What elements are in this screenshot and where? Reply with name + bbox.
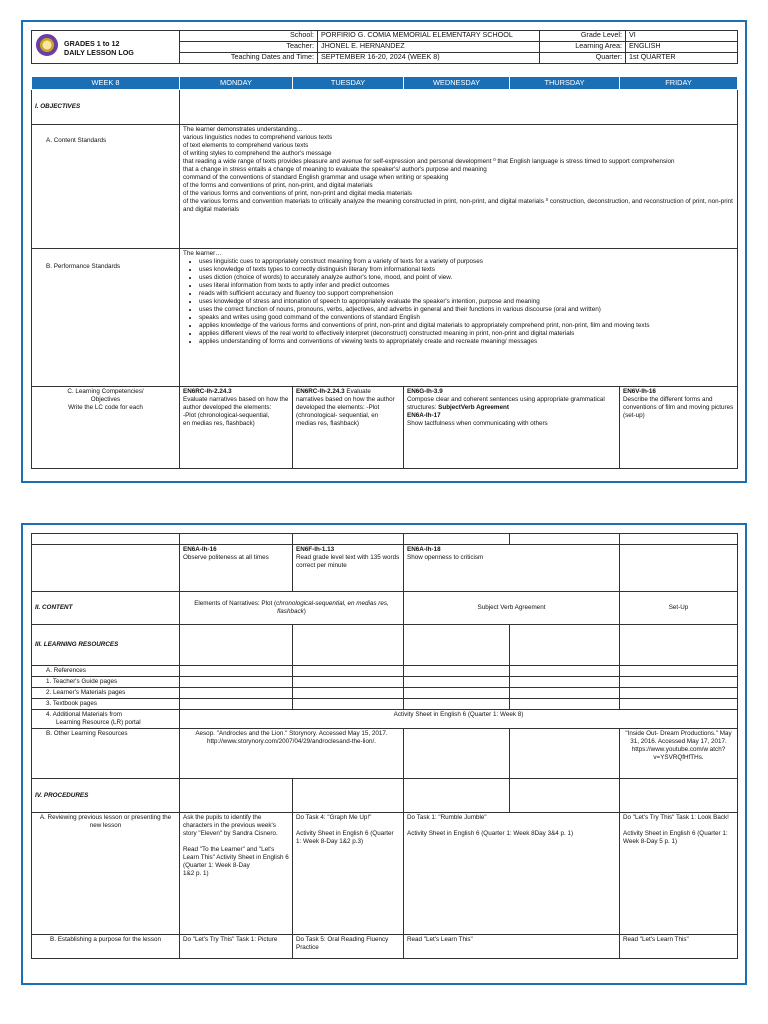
other-resources-friday: "Inside Out- Dream Productions." May 31, 2016. Accessed May 17, 2017. https://www.youtube.com/w atch?v=YSVRQfHfTHs. xyxy=(620,729,738,779)
references-label: A. References xyxy=(32,666,180,677)
col-thursday: THURSDAY xyxy=(510,77,620,90)
quarter-value: 1st QUARTER xyxy=(626,53,738,64)
performance-list xyxy=(183,258,734,346)
lc-monday: EN6RC-Ih-2.24.3 Evaluate narratives based on how the author developed the elements: -Plot (chronological-sequential, en medias res, flashback) xyxy=(180,387,293,469)
list-item: • uses knowledge of stress and intonation of speech to appropriately evaluate the speaker's intention, purpose and meaning xyxy=(199,298,734,306)
learners-materials-label: 2. Learner's Materials pages xyxy=(32,688,180,699)
content-standards-label: A. Content Standards xyxy=(32,125,180,249)
review-tuesday: Do Task 4: "Graph Me Up!" Activity Sheet in English 6 (Quarter 1: Week 8-Day 1&2 p.3) xyxy=(293,813,404,935)
deped-logo-cell xyxy=(32,31,180,64)
performance-standards-label: B. Performance Standards xyxy=(32,249,180,387)
purpose-label: B. Establishing a purpose for the lesson xyxy=(32,935,180,959)
lc-tuesday: EN6RC-Ih-2.24.3 Evaluate narratives based on how the author developed the elements: -Plot (chronological- sequential, en medias res, flashback) xyxy=(293,387,404,469)
review-lesson-label: A. Reviewing previous lesson or presenting the new lesson xyxy=(32,813,180,935)
grade-title-line2: DAILY LESSON LOG xyxy=(64,48,134,57)
school-label: School: xyxy=(180,31,318,42)
list-item: • uses diction (choice of words) to accurately analyze author's tone, mood, and point of view. xyxy=(199,274,734,282)
learning-competencies-label: C. Learning Competencies/ Objectives Write the LC code for each xyxy=(32,387,180,469)
learning-area-value: ENGLISH xyxy=(626,42,738,53)
quarter-label: Quarter: xyxy=(540,53,626,64)
resources-title: III. LEARNING RESOURCES xyxy=(32,625,180,666)
list-item: • uses linguistic cues to appropriately construct meaning from a variety of texts for a variety of purposes xyxy=(199,258,734,266)
procedures-title: IV. PROCEDURES xyxy=(32,779,180,813)
content-wednesday-thursday: Subject Verb Agreement xyxy=(404,592,620,625)
objectives-table xyxy=(31,76,738,469)
teacher-label: Teacher: xyxy=(180,42,318,53)
dates-label: Teaching Dates and Time: xyxy=(180,53,318,64)
deped-seal-icon xyxy=(36,34,58,56)
list-item: • applies knowledge of the various forms and conventions of print, non-print and digital materials to appropriately comprehend print, non-print, film and moving texts xyxy=(199,322,734,330)
purpose-friday: Read "Let's Learn This" xyxy=(620,935,738,959)
additional-materials-label: 4. Additional Materials from Learning Resource (LR) portal xyxy=(32,710,180,729)
content-standards-text: The learner demonstrates understanding... various linguistics nodes to comprehend various texts of text elements to comprehend various texts of writing styles to comprehend the author's message that reading a wide range of texts provides pleasure and avenue for self-expression and personal development ⁰ that English language is stress timed to support comprehension that a change in stress entails a change of meaning to evaluate the speaker's/ author's purpose and meaning command of the conventions of standard English grammar and usage when writing or speaking of the forms and conventions of print, non-print, and digital materials of the various forms and conventions of print, non-print and digital media materials of the various forms and convention materials to critically analyze the meaning constructed in print, non-print, and digital materials ⁰ construction, deconstruction, and reconstruction of print, non-print and digital materials xyxy=(180,125,738,249)
grade-level-label: Grade Level: xyxy=(540,31,626,42)
competency-monday: EN6A-Ih-16 Observe politeness at all times xyxy=(180,545,293,592)
purpose-wednesday: Read "Let's Learn This" xyxy=(404,935,620,959)
lc-friday: EN6V-Ih-16 Describe the different forms and conventions of film and moving pictures (set-up) xyxy=(620,387,738,469)
other-resources-label: B. Other Learning Resources xyxy=(32,729,180,779)
page-1 xyxy=(21,20,747,483)
other-resources-monday: Aesop. "Androcles and the Lion." Storynory. Accessed May 15, 2017. http://www.storynory.com/2007/04/29/androclesand-the-lion/. xyxy=(180,729,404,779)
grade-level-value: VI xyxy=(626,31,738,42)
grade-title-line1: GRADES 1 to 12 xyxy=(64,39,120,48)
list-item: • applies understanding of forms and conventions of viewing texts to appropriately create and recreate meaning/ messages xyxy=(199,338,734,346)
competency-tuesday: EN6F-Ih-1.13 Read grade level text with 135 words correct per minute xyxy=(293,545,404,592)
lesson-table xyxy=(31,533,738,959)
content-friday: Set-Up xyxy=(620,592,738,625)
textbook-pages-label: 3. Textbook pages xyxy=(32,699,180,710)
additional-materials-value: Activity Sheet in English 6 (Quarter 1: Week 8) xyxy=(180,710,738,729)
dates-value: SEPTEMBER 16-20, 2024 (WEEK 8) xyxy=(318,53,540,64)
list-item: • uses knowledge of texts types to correctly distinguish literary from informational texts xyxy=(199,266,734,274)
purpose-monday: Do "Let's Try This" Task 1: Picture xyxy=(180,935,293,959)
review-wednesday: Do Task 1: "Rumble Jumble" Activity Sheet in English 6 (Quarter 1: Week 8Day 3&4 p. 1) xyxy=(404,813,620,935)
header-table xyxy=(31,30,738,64)
list-item: • applies different views of the real world to effectively interpret (deconstruct) constructed meaning in print, non-print and digital materials xyxy=(199,330,734,338)
list-item: • reads with sufficient accuracy and fluency too support comprehension xyxy=(199,290,734,298)
col-wednesday: WEDNESDAY xyxy=(404,77,510,90)
review-friday: Do "Let's Try This" Task 1: Look Back! Activity Sheet in English 6 (Quarter 1: Week 8-Day 5 p. 1) xyxy=(620,813,738,935)
review-monday: Ask the pupils to identify the characters in the previous week's story "Eleven" by Sandra Cisnero. Read "To the Learner" and "Let's Learn This" Activity Sheet in English 6 (Quarter 1: Week 8-Day 1&2 p. 1) xyxy=(180,813,293,935)
content-title: II. CONTENT xyxy=(32,592,180,625)
teachers-guide-label: 1. Teacher's Guide pages xyxy=(32,677,180,688)
list-item: • uses the correct function of nouns, pronouns, verbs, adjectives, and adverbs in general and their functions in various discourse (oral and written) xyxy=(199,306,734,314)
col-week: WEEK 8 xyxy=(32,77,180,90)
performance-standards-text: The learner… • uses linguistic cues to appropriately construct meaning from a variety of texts for a variety of purposes • uses knowledge of texts types to correctly distinguish literary from informational texts • uses diction (choice of words) to accurately analyze author's tone, mood, and point of view. • uses literal information from texts to aptly infer and predict outcomes • reads with sufficient accuracy and fluency too support comprehension • uses knowledge of stress and intonation of speech to appropriately evaluate the speaker's intention, purpose and meaning • uses the correct function of nouns, pronouns, verbs, adjectives, and adverbs in general and their functions in various discourse (oral and written) • speaks and writes using good command of the conventions of standard English • applies knowledge of the various forms and conventions of print, non-print and digital materials to appropriately comprehend print, non-print, film and moving texts • applies different views of the real world to effectively interpret (deconstruct) constructed meaning in print, non-print and digital materials • applies understanding of forms and conventions of viewing texts to appropriately create and recreate meaning/ messages xyxy=(180,249,738,387)
purpose-tuesday: Do Task 5: Oral Reading Fluency Practice xyxy=(293,935,404,959)
lc-wednesday-thursday: EN6G-Ih-3.9 Compose clear and coherent sentences using appropriate grammatical structures: SubjectVerb Agreement EN6A-Ih-17 Show tactfulness when communicating with others xyxy=(404,387,620,469)
col-monday: MONDAY xyxy=(180,77,293,90)
list-item: • uses literal information from texts to aptly infer and predict outcomes xyxy=(199,282,734,290)
col-friday: FRIDAY xyxy=(620,77,738,90)
objectives-title: I. OBJECTIVES xyxy=(32,90,180,125)
col-tuesday: TUESDAY xyxy=(293,77,404,90)
teacher-value: JHONEL E. HERNANDEZ xyxy=(318,42,540,53)
competency-wednesday: EN6A-Ih-18 Show openness to criticism xyxy=(404,545,620,592)
learning-area-label: Learning Area: xyxy=(540,42,626,53)
school-value: PORFIRIO G. COMIA MEMORIAL ELEMENTARY SCHOOL xyxy=(318,31,540,42)
content-monday-tuesday: Elements of Narratives: Plot (chronological-sequential, en medias res, flashback) xyxy=(180,592,404,625)
page-2 xyxy=(21,523,747,985)
list-item: • speaks and writes using good command of the conventions of standard English xyxy=(199,314,734,322)
